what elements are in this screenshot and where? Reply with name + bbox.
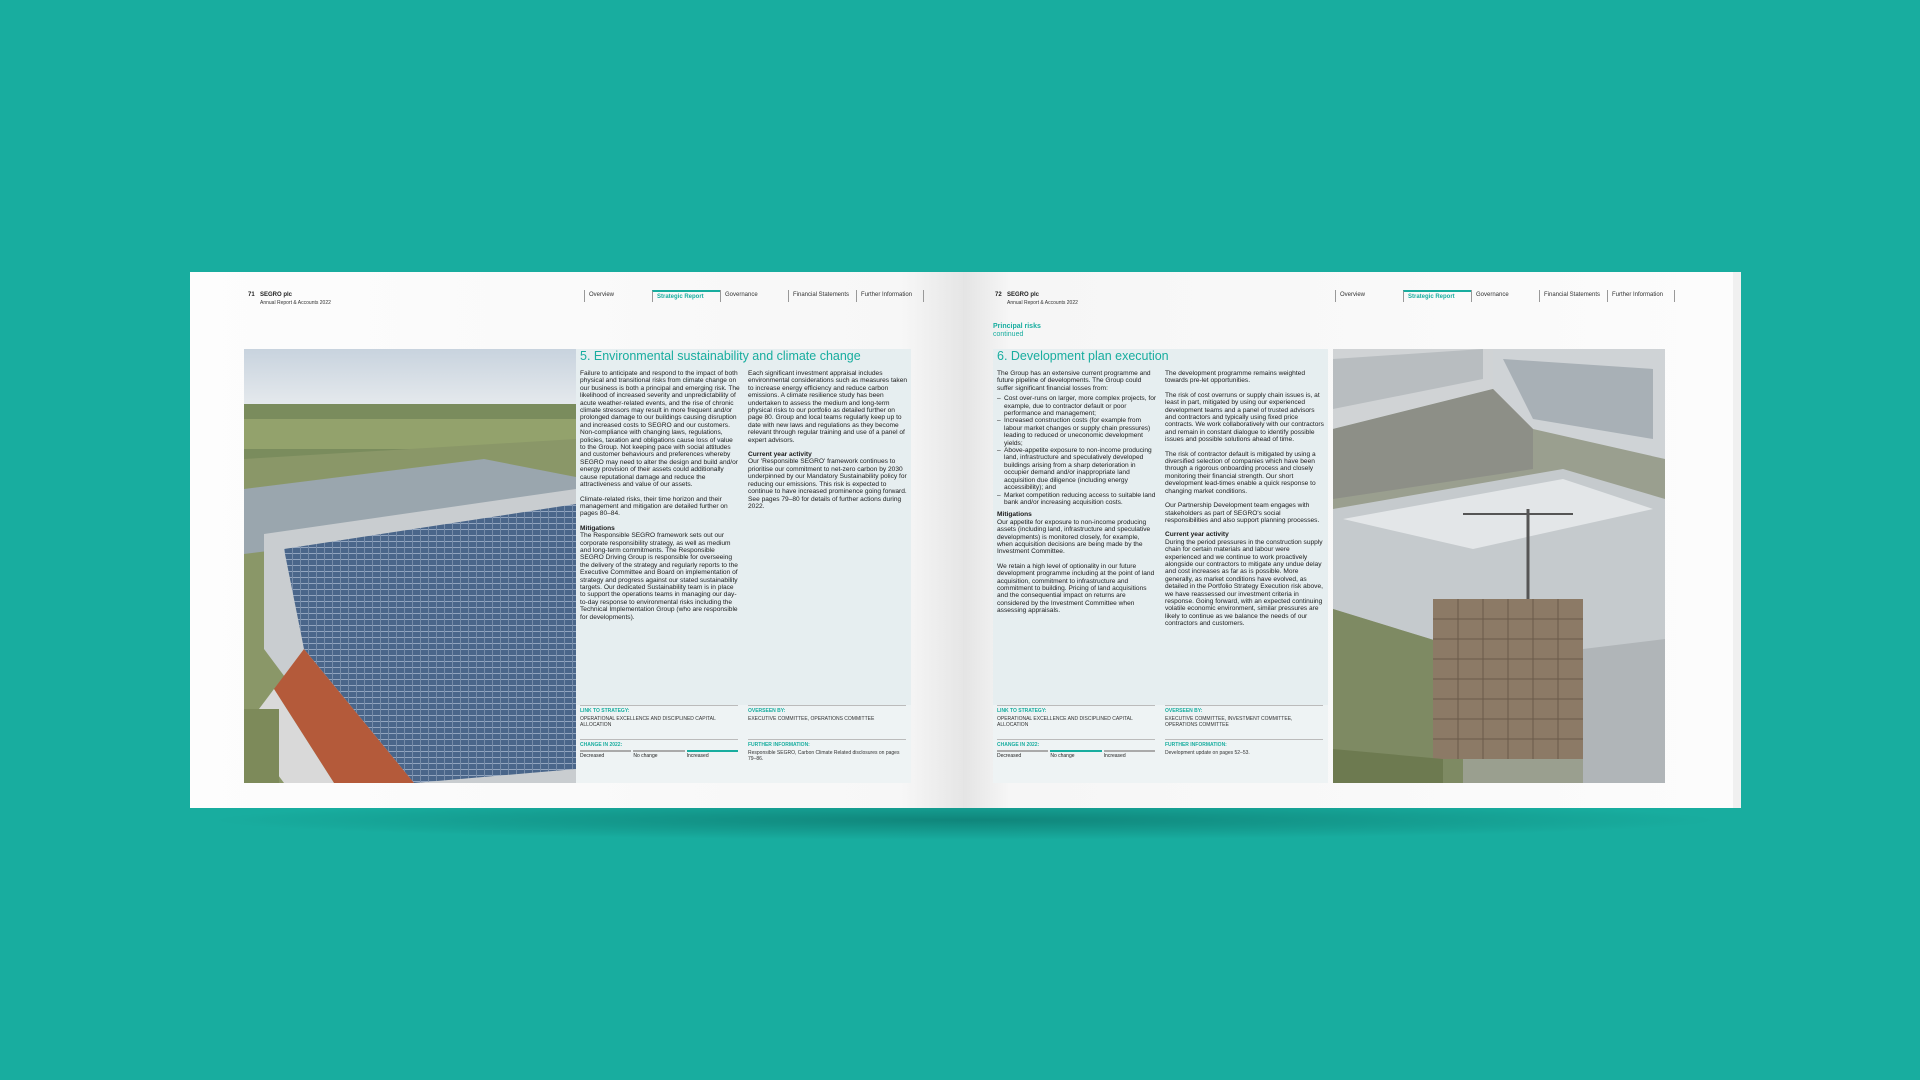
- risk-bullet: – Above-appetite exposure to non-income producing land, infrastructure and speculatively developed buildings arising from a sharp deterioration in occupier demand and/or inappropriate land acquisition due diligence (including energy accessibility); and: [1004, 447, 1157, 491]
- change-increased: Increased: [1104, 750, 1155, 759]
- further-text: Development update on pages 52–53.: [1165, 750, 1250, 756]
- nav-further-information[interactable]: Further Information: [856, 290, 924, 302]
- risk-appraisal: Each significant investment appraisal includes environmental considerations such as measures taken to increase energy efficiency and reduce carbon emissions. A climate resilience study has been undertaken to assess the medium and long-term physical risks to our portfolio as detailed further on page 80. Group and local teams regularly keep up to date with new laws and regulations as they become relevant through regular training and use of a panel of expert advisors.: [748, 370, 908, 444]
- section-label: [993, 323, 1041, 338]
- section-title: Principal risks: [993, 323, 1041, 330]
- risk-bullet: – Increased construction costs (for example from labour market changes or supply chain pressures) leading to reduced or uneconomic development yields;: [1004, 417, 1157, 447]
- risk-detail: Climate-related risks, their time horizon and their management and mitigation are detailed further on pages 80–84.: [580, 495, 728, 518]
- mitigations-text: The Responsible SEGRO framework sets out our corporate responsibility strategy, as well as medium and long-term commitments. The Responsible SEGRO Driving Group is responsible for overseeing the delivery of the strategy and regularly reports to the Executive Committee and Board on implementation of strategy and progress against our stated sustainability targets. Our dedicated Sustainability team is in place to support the operations teams in managing our day-to-day response to environmental risks including the Technical Implementation Group (who are responsible for developments).: [580, 532, 738, 621]
- change-no-change: No change: [633, 750, 684, 759]
- nav-overview[interactable]: Overview: [584, 290, 652, 302]
- risk-programme: The development programme remains weighted towards pre-let opportunities.: [1165, 370, 1306, 385]
- page-number: 71: [248, 292, 255, 298]
- page-edge: [1733, 272, 1741, 808]
- change-in-year: [997, 739, 1155, 759]
- overseen-by: [1165, 705, 1323, 728]
- risk-column-2: [748, 370, 908, 517]
- overseen-text: EXECUTIVE COMMITTEE, OPERATIONS COMMITTEE: [748, 716, 875, 722]
- nav-strategic-report[interactable]: Strategic Report: [652, 290, 720, 302]
- mitigations-heading: Mitigations: [997, 511, 1032, 519]
- link-to-strategy: [580, 705, 738, 728]
- risk-partnership: Our Partnership Development team engages with stakeholders as part of SEGRO's social responsibilities and also support planning processes.: [1165, 502, 1320, 524]
- report-name: Annual Report & Accounts 2022: [1007, 300, 1078, 306]
- further-heading: FURTHER INFORMATION:: [748, 739, 906, 748]
- mitigations-heading: Mitigations: [580, 524, 615, 532]
- nav-financial-statements[interactable]: Financial Statements: [788, 290, 856, 302]
- current-year-heading: Current year activity: [748, 451, 812, 459]
- construction-site-photo: [1333, 349, 1665, 783]
- link-text: OPERATIONAL EXCELLENCE AND DISCIPLINED CAPITAL ALLOCATION: [580, 716, 716, 728]
- change-increased: Increased: [687, 750, 738, 759]
- report-spread: [190, 272, 1741, 808]
- further-heading: FURTHER INFORMATION:: [1165, 739, 1323, 748]
- risk-panel-environment: [576, 349, 911, 783]
- further-text: Responsible SEGRO, Carbon Climate Related disclosures on pages 79–86.: [748, 750, 900, 762]
- page-number: 72: [995, 292, 1002, 298]
- risk-cost-overruns: The risk of cost overruns or supply chain issues is, at least in part, mitigated by using our experienced development teams and a panel of trusted advisors and contractors and typically using fixed price contracts. We work collaboratively with our contractors and remain in constant dialogue to identify possible issues and possible solutions ahead of time.: [1165, 391, 1324, 444]
- top-nav: [1335, 290, 1675, 302]
- risk-column-1: [580, 370, 740, 628]
- risk-footer: [993, 705, 1328, 783]
- risk-description: The Group has an extensive current programme and future pipeline of developments. The Group could suffer significant financial losses from:: [997, 370, 1151, 392]
- link-heading: LINK TO STRATEGY:: [580, 705, 738, 714]
- nav-strategic-report[interactable]: Strategic Report: [1403, 290, 1471, 302]
- left-page: [190, 272, 963, 808]
- risk-title: 6. Development plan execution: [997, 349, 1169, 363]
- current-year-text: During the period pressures in the construction supply chain for certain materials and labour were experienced and we continue to work proactively alongside our contractors to mitigate any undue delay and cost increases as far as is possible. More generally, as market conditions have evolved, as detailed in the Portfolio Strategy Execution risk above, we have reassessed our investment criteria in response. Going forward, with an expected continuing volatile economic environment, similar pressures are likely to continue as we balance the needs of our contractors and customers.: [1165, 538, 1323, 628]
- risk-contractor-default: The risk of contractor default is mitigated by using a diversified selection of companies which have been through a rigorous onboarding process and closely monitoring their financial strength. Our short development lead-times enable a quick response to changing market conditions.: [1165, 450, 1316, 495]
- overseen-by: [748, 705, 906, 722]
- nav-financial-statements[interactable]: Financial Statements: [1539, 290, 1607, 302]
- further-information: [748, 739, 906, 762]
- change-decreased: Decreased: [997, 750, 1048, 759]
- change-heading: CHANGE IN 2022:: [580, 739, 738, 748]
- section-continued: continued: [993, 330, 1024, 338]
- solar-warehouse-photo: [244, 349, 576, 783]
- overseen-heading: OVERSEEN BY:: [1165, 705, 1323, 714]
- risk-title: 5. Environmental sustainability and climate change: [580, 349, 861, 363]
- risk-bullet: – Cost over-runs on larger, more complex projects, for example, due to contractor default or poor performance and management;: [1004, 395, 1157, 417]
- change-in-year: [580, 739, 738, 759]
- risk-column-2: [1165, 370, 1325, 635]
- risk-bullet: – Market competition reducing access to suitable land bank and/or increasing acquisition costs.: [1004, 492, 1157, 507]
- risk-description: Failure to anticipate and respond to the impact of both physical and transitional risks from climate change on our business is both a principal and emerging risk. The likelihood of increased severity and unpredictability of acute weather-related events, and the rise of chronic climate stressors may result in more frequent and/or prolonged damage to our buildings causing disruption and increased costs to SEGRO and our customers. Non-compliance with changing laws, regulations, policies, taxation and obligations cause loss of value to the Group. Not keeping pace with social attitudes and customer behaviours and preferences whereby SEGRO may need to alter the design and build and/or energy provision of their assets could additionally cause reputational damage and reduce the attractiveness and value of our assets.: [580, 370, 740, 489]
- top-nav: [584, 290, 924, 302]
- risk-bullets: [997, 395, 1157, 506]
- company-name: SEGRO plc: [260, 292, 293, 298]
- change-decreased: Decreased: [580, 750, 631, 759]
- nav-governance[interactable]: Governance: [720, 290, 788, 302]
- nav-governance[interactable]: Governance: [1471, 290, 1539, 302]
- risk-column-1: [997, 370, 1157, 622]
- overseen-text: EXECUTIVE COMMITTEE, INVESTMENT COMMITTEE, OPERATIONS COMMITTEE: [1165, 716, 1293, 728]
- risk-panel-development: [993, 349, 1328, 783]
- risk-optionality: We retain a high level of optionality in our future development programme including at the point of land acquisition, commitment to infrastructure and commitment to building. Pricing of land acquisitions and the consequential impact on returns are considered by the Investment Committee when assessing appraisals.: [997, 562, 1155, 615]
- report-name: Annual Report & Accounts 2022: [260, 300, 331, 306]
- link-heading: LINK TO STRATEGY:: [997, 705, 1155, 714]
- nav-overview[interactable]: Overview: [1335, 290, 1403, 302]
- nav-further-information[interactable]: Further Information: [1607, 290, 1675, 302]
- change-no-change: No change: [1050, 750, 1101, 759]
- mitigations-text: Our appetite for exposure to non-income producing assets (including land, infrastructure and speculative developments) is monitored closely, for example, when acquisition decisions are being made by the Investment Committee.: [997, 518, 1151, 556]
- right-page: [963, 272, 1741, 808]
- company-name: SEGRO plc: [1007, 292, 1040, 298]
- current-year-text: Our 'Responsible SEGRO' framework continues to prioritise our commitment to net-zero carbon by 2030 underpinned by our Mandatory Sustainability policy for reducing our emissions. This risk is expected to continue to have increased prominence going forward. See pages 79–80 for details of further actions during 2022.: [748, 458, 907, 510]
- change-heading: CHANGE IN 2022:: [997, 739, 1155, 748]
- link-to-strategy: [997, 705, 1155, 728]
- link-text: OPERATIONAL EXCELLENCE AND DISCIPLINED CAPITAL ALLOCATION: [997, 716, 1133, 728]
- further-information: [1165, 739, 1323, 756]
- overseen-heading: OVERSEEN BY:: [748, 705, 906, 714]
- risk-footer: [576, 705, 911, 783]
- current-year-heading: Current year activity: [1165, 531, 1229, 539]
